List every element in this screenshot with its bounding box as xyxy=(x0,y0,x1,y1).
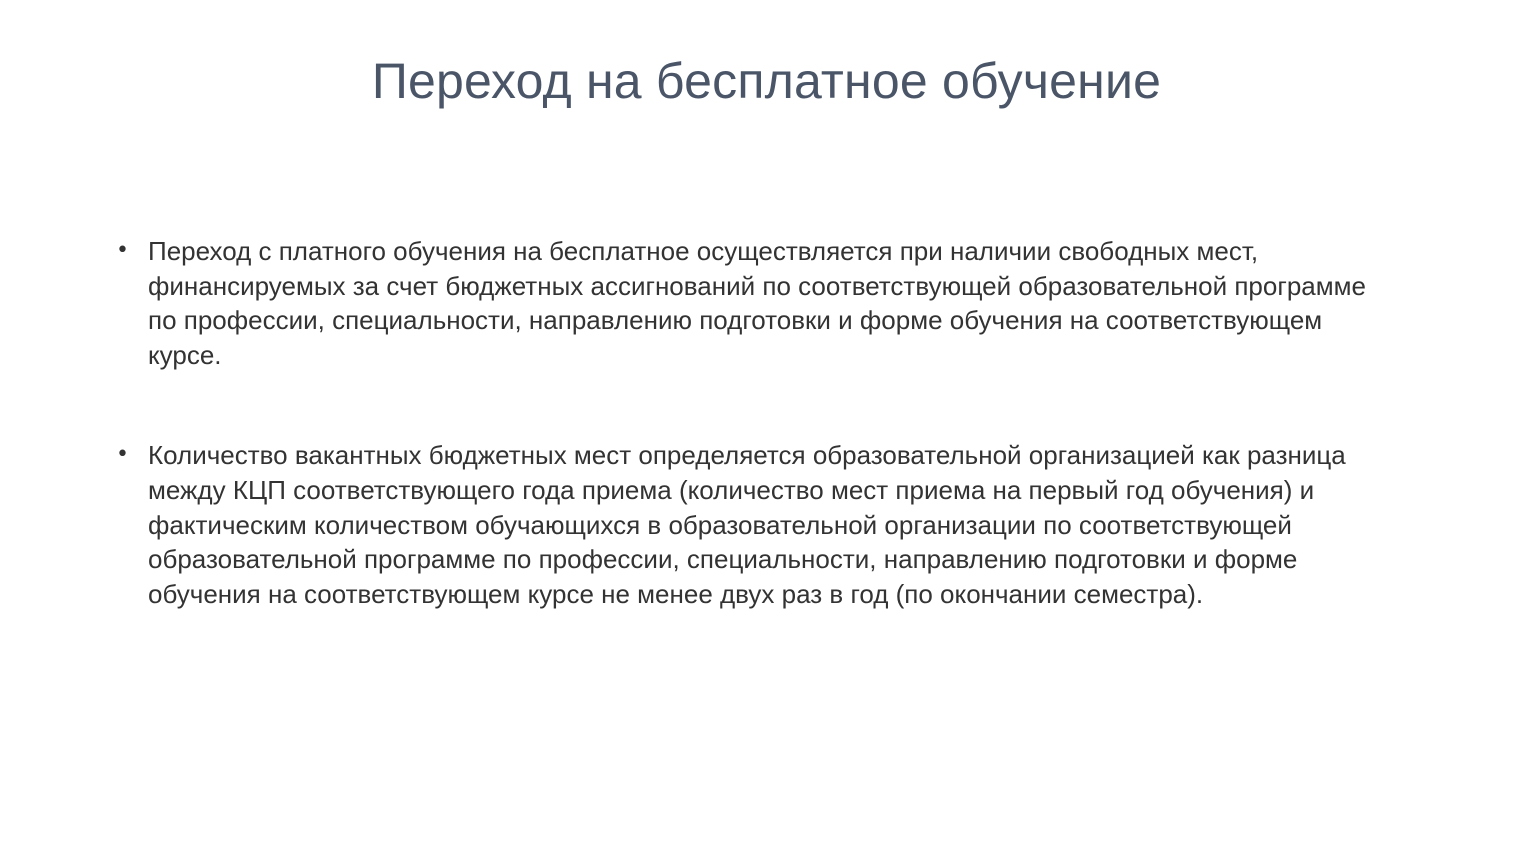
bullet-dot-icon: • xyxy=(116,442,129,468)
bullet-list xyxy=(110,234,1400,611)
bullet-text: Количество вакантных бюджетных мест определяется образовательной организацией как разница между КЦП соответствующего года приема (количество мест приема на первый год обучения) и фактическим количеством обучающихся в образовательной организации по соответствующей образовательной программе по профессии, специальности, направлению подготовки и форме обучения на соответствующем курсе не менее двух раз в год (по окончании семестра). xyxy=(148,440,1346,609)
bullet-text: Переход с платного обучения на бесплатное осуществляется при наличии свободных мест, финансируемых за счет бюджетных ассигнований по соответствующей образовательной программе по профессии, специальности, направлению подготовки и форме обучения на соответствующем курсе. xyxy=(148,236,1366,370)
bullet-dot-icon: • xyxy=(116,238,129,263)
bullet-item xyxy=(110,438,1400,611)
bullet-item xyxy=(110,234,1400,372)
slide-title: Переход на бесплатное обучение xyxy=(371,53,1162,109)
